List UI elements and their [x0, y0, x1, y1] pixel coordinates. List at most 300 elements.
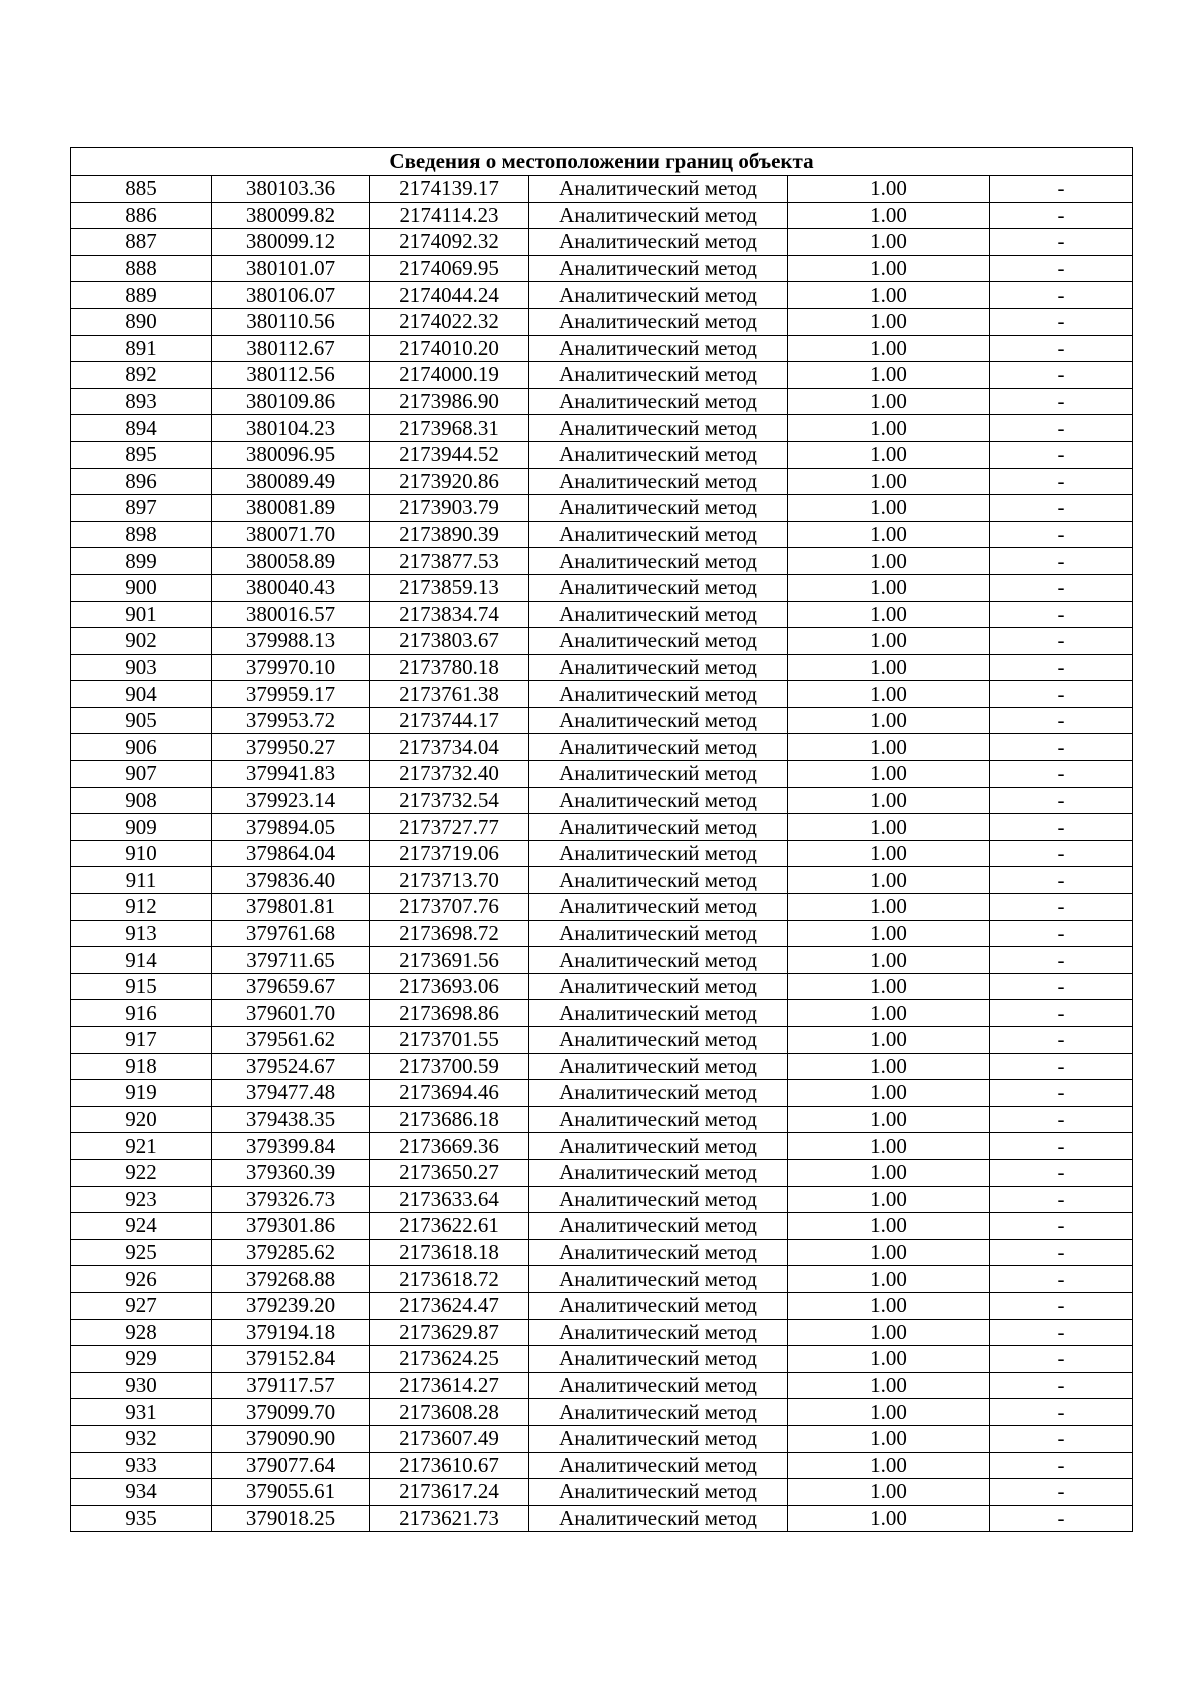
method-cell: Аналитический метод — [529, 1479, 788, 1506]
y-coordinate-cell: 2173633.64 — [370, 1186, 529, 1213]
accuracy-cell: 1.00 — [788, 441, 990, 468]
table-row — [71, 1319, 1133, 1346]
y-coordinate-cell: 2173621.73 — [370, 1505, 529, 1532]
table-row — [71, 229, 1133, 256]
description-cell: - — [990, 601, 1133, 628]
accuracy-cell: 1.00 — [788, 1372, 990, 1399]
description-cell: - — [990, 1266, 1133, 1293]
accuracy-cell: 1.00 — [788, 947, 990, 974]
description-cell: - — [990, 308, 1133, 335]
table-row — [71, 1000, 1133, 1027]
accuracy-cell: 1.00 — [788, 415, 990, 442]
point-number-cell: 915 — [71, 973, 212, 1000]
table-title: Сведения о местоположении границ объекта — [71, 148, 1133, 176]
point-number-cell: 918 — [71, 1053, 212, 1080]
table-row — [71, 1186, 1133, 1213]
table-row — [71, 1425, 1133, 1452]
description-cell: - — [990, 282, 1133, 309]
accuracy-cell: 1.00 — [788, 761, 990, 788]
x-coordinate-cell: 379399.84 — [212, 1133, 370, 1160]
table-row — [71, 521, 1133, 548]
accuracy-cell: 1.00 — [788, 1053, 990, 1080]
accuracy-cell: 1.00 — [788, 601, 990, 628]
accuracy-cell: 1.00 — [788, 1186, 990, 1213]
method-cell: Аналитический метод — [529, 1000, 788, 1027]
x-coordinate-cell: 380096.95 — [212, 441, 370, 468]
accuracy-cell: 1.00 — [788, 1319, 990, 1346]
y-coordinate-cell: 2173650.27 — [370, 1159, 529, 1186]
x-coordinate-cell: 380106.07 — [212, 282, 370, 309]
x-coordinate-cell: 379923.14 — [212, 787, 370, 814]
method-cell: Аналитический метод — [529, 1505, 788, 1532]
point-number-cell: 896 — [71, 468, 212, 495]
table-row — [71, 1479, 1133, 1506]
point-number-cell: 911 — [71, 867, 212, 894]
description-cell: - — [990, 761, 1133, 788]
accuracy-cell: 1.00 — [788, 894, 990, 921]
description-cell: - — [990, 495, 1133, 522]
table-row — [71, 761, 1133, 788]
x-coordinate-cell: 380016.57 — [212, 601, 370, 628]
table-row — [71, 1505, 1133, 1532]
accuracy-cell: 1.00 — [788, 707, 990, 734]
method-cell: Аналитический метод — [529, 1159, 788, 1186]
x-coordinate-cell: 380101.07 — [212, 255, 370, 282]
point-number-cell: 895 — [71, 441, 212, 468]
accuracy-cell: 1.00 — [788, 468, 990, 495]
y-coordinate-cell: 2173693.06 — [370, 973, 529, 1000]
table-row — [71, 681, 1133, 708]
point-number-cell: 935 — [71, 1505, 212, 1532]
method-cell: Аналитический метод — [529, 1292, 788, 1319]
point-number-cell: 932 — [71, 1425, 212, 1452]
point-number-cell: 892 — [71, 362, 212, 389]
x-coordinate-cell: 379438.35 — [212, 1106, 370, 1133]
method-cell: Аналитический метод — [529, 1080, 788, 1107]
method-cell: Аналитический метод — [529, 176, 788, 203]
accuracy-cell: 1.00 — [788, 495, 990, 522]
table-row — [71, 920, 1133, 947]
y-coordinate-cell: 2173701.55 — [370, 1027, 529, 1054]
accuracy-cell: 1.00 — [788, 1133, 990, 1160]
description-cell: - — [990, 1080, 1133, 1107]
accuracy-cell: 1.00 — [788, 1027, 990, 1054]
method-cell: Аналитический метод — [529, 1239, 788, 1266]
description-cell: - — [990, 1053, 1133, 1080]
x-coordinate-cell: 379477.48 — [212, 1080, 370, 1107]
point-number-cell: 910 — [71, 840, 212, 867]
x-coordinate-cell: 379864.04 — [212, 840, 370, 867]
table-row — [71, 1452, 1133, 1479]
y-coordinate-cell: 2173607.49 — [370, 1425, 529, 1452]
method-cell: Аналитический метод — [529, 1319, 788, 1346]
point-number-cell: 934 — [71, 1479, 212, 1506]
description-cell: - — [990, 1239, 1133, 1266]
x-coordinate-cell: 380081.89 — [212, 495, 370, 522]
method-cell: Аналитический метод — [529, 1027, 788, 1054]
accuracy-cell: 1.00 — [788, 1239, 990, 1266]
method-cell: Аналитический метод — [529, 1346, 788, 1373]
accuracy-cell: 1.00 — [788, 654, 990, 681]
y-coordinate-cell: 2173944.52 — [370, 441, 529, 468]
table-row — [71, 1106, 1133, 1133]
description-cell: - — [990, 840, 1133, 867]
x-coordinate-cell: 379950.27 — [212, 734, 370, 761]
point-number-cell: 898 — [71, 521, 212, 548]
description-cell: - — [990, 415, 1133, 442]
accuracy-cell: 1.00 — [788, 840, 990, 867]
point-number-cell: 897 — [71, 495, 212, 522]
accuracy-cell: 1.00 — [788, 734, 990, 761]
table-row — [71, 973, 1133, 1000]
method-cell: Аналитический метод — [529, 1053, 788, 1080]
y-coordinate-cell: 2173732.54 — [370, 787, 529, 814]
x-coordinate-cell: 379801.81 — [212, 894, 370, 921]
description-cell: - — [990, 920, 1133, 947]
y-coordinate-cell: 2174010.20 — [370, 335, 529, 362]
description-cell: - — [990, 681, 1133, 708]
table-row — [71, 1213, 1133, 1240]
y-coordinate-cell: 2173859.13 — [370, 574, 529, 601]
accuracy-cell: 1.00 — [788, 176, 990, 203]
point-number-cell: 903 — [71, 654, 212, 681]
table-row — [71, 176, 1133, 203]
table-row — [71, 840, 1133, 867]
accuracy-cell: 1.00 — [788, 1266, 990, 1293]
description-cell: - — [990, 1399, 1133, 1426]
description-cell: - — [990, 787, 1133, 814]
x-coordinate-cell: 379761.68 — [212, 920, 370, 947]
method-cell: Аналитический метод — [529, 707, 788, 734]
point-number-cell: 924 — [71, 1213, 212, 1240]
x-coordinate-cell: 379077.64 — [212, 1452, 370, 1479]
description-cell: - — [990, 947, 1133, 974]
point-number-cell: 899 — [71, 548, 212, 575]
table-row — [71, 1027, 1133, 1054]
accuracy-cell: 1.00 — [788, 308, 990, 335]
description-cell: - — [990, 229, 1133, 256]
point-number-cell: 926 — [71, 1266, 212, 1293]
y-coordinate-cell: 2173744.17 — [370, 707, 529, 734]
table-row — [71, 388, 1133, 415]
x-coordinate-cell: 379090.90 — [212, 1425, 370, 1452]
point-number-cell: 909 — [71, 814, 212, 841]
table-row — [71, 1399, 1133, 1426]
y-coordinate-cell: 2173629.87 — [370, 1319, 529, 1346]
method-cell: Аналитический метод — [529, 761, 788, 788]
description-cell: - — [990, 628, 1133, 655]
y-coordinate-cell: 2174044.24 — [370, 282, 529, 309]
point-number-cell: 930 — [71, 1372, 212, 1399]
x-coordinate-cell: 379894.05 — [212, 814, 370, 841]
point-number-cell: 929 — [71, 1346, 212, 1373]
table-row — [71, 255, 1133, 282]
description-cell: - — [990, 521, 1133, 548]
x-coordinate-cell: 380109.86 — [212, 388, 370, 415]
point-number-cell: 923 — [71, 1186, 212, 1213]
point-number-cell: 908 — [71, 787, 212, 814]
description-cell: - — [990, 1159, 1133, 1186]
y-coordinate-cell: 2173700.59 — [370, 1053, 529, 1080]
accuracy-cell: 1.00 — [788, 920, 990, 947]
y-coordinate-cell: 2173691.56 — [370, 947, 529, 974]
description-cell: - — [990, 1000, 1133, 1027]
point-number-cell: 933 — [71, 1452, 212, 1479]
method-cell: Аналитический метод — [529, 495, 788, 522]
x-coordinate-cell: 380112.67 — [212, 335, 370, 362]
table-row — [71, 1133, 1133, 1160]
method-cell: Аналитический метод — [529, 1399, 788, 1426]
description-cell: - — [990, 1346, 1133, 1373]
point-number-cell: 913 — [71, 920, 212, 947]
table-row — [71, 415, 1133, 442]
y-coordinate-cell: 2173686.18 — [370, 1106, 529, 1133]
table-row — [71, 947, 1133, 974]
y-coordinate-cell: 2173624.25 — [370, 1346, 529, 1373]
point-number-cell: 906 — [71, 734, 212, 761]
point-number-cell: 919 — [71, 1080, 212, 1107]
y-coordinate-cell: 2173618.18 — [370, 1239, 529, 1266]
description-cell: - — [990, 814, 1133, 841]
point-number-cell: 904 — [71, 681, 212, 708]
y-coordinate-cell: 2174139.17 — [370, 176, 529, 203]
table-row — [71, 441, 1133, 468]
table-row — [71, 495, 1133, 522]
table-row — [71, 628, 1133, 655]
table-row — [71, 1266, 1133, 1293]
accuracy-cell: 1.00 — [788, 787, 990, 814]
method-cell: Аналитический метод — [529, 734, 788, 761]
accuracy-cell: 1.00 — [788, 1106, 990, 1133]
point-number-cell: 885 — [71, 176, 212, 203]
accuracy-cell: 1.00 — [788, 1080, 990, 1107]
x-coordinate-cell: 379959.17 — [212, 681, 370, 708]
x-coordinate-cell: 379836.40 — [212, 867, 370, 894]
description-cell: - — [990, 1372, 1133, 1399]
x-coordinate-cell: 379117.57 — [212, 1372, 370, 1399]
method-cell: Аналитический метод — [529, 1266, 788, 1293]
x-coordinate-cell: 379659.67 — [212, 973, 370, 1000]
accuracy-cell: 1.00 — [788, 202, 990, 229]
accuracy-cell: 1.00 — [788, 255, 990, 282]
table-row — [71, 362, 1133, 389]
accuracy-cell: 1.00 — [788, 1213, 990, 1240]
point-number-cell: 931 — [71, 1399, 212, 1426]
y-coordinate-cell: 2173780.18 — [370, 654, 529, 681]
x-coordinate-cell: 380089.49 — [212, 468, 370, 495]
description-cell: - — [990, 176, 1133, 203]
table-row — [71, 734, 1133, 761]
x-coordinate-cell: 379970.10 — [212, 654, 370, 681]
description-cell: - — [990, 202, 1133, 229]
table-row — [71, 1292, 1133, 1319]
y-coordinate-cell: 2173920.86 — [370, 468, 529, 495]
description-cell: - — [990, 1479, 1133, 1506]
method-cell: Аналитический метод — [529, 574, 788, 601]
x-coordinate-cell: 379018.25 — [212, 1505, 370, 1532]
x-coordinate-cell: 380112.56 — [212, 362, 370, 389]
x-coordinate-cell: 379561.62 — [212, 1027, 370, 1054]
method-cell: Аналитический метод — [529, 1186, 788, 1213]
x-coordinate-cell: 379301.86 — [212, 1213, 370, 1240]
y-coordinate-cell: 2173617.24 — [370, 1479, 529, 1506]
table-row — [71, 814, 1133, 841]
accuracy-cell: 1.00 — [788, 521, 990, 548]
method-cell: Аналитический метод — [529, 867, 788, 894]
method-cell: Аналитический метод — [529, 282, 788, 309]
table-row — [71, 654, 1133, 681]
x-coordinate-cell: 380040.43 — [212, 574, 370, 601]
point-number-cell: 921 — [71, 1133, 212, 1160]
point-number-cell: 920 — [71, 1106, 212, 1133]
description-cell: - — [990, 1292, 1133, 1319]
point-number-cell: 922 — [71, 1159, 212, 1186]
y-coordinate-cell: 2173614.27 — [370, 1372, 529, 1399]
accuracy-cell: 1.00 — [788, 574, 990, 601]
method-cell: Аналитический метод — [529, 441, 788, 468]
accuracy-cell: 1.00 — [788, 814, 990, 841]
description-cell: - — [990, 1452, 1133, 1479]
x-coordinate-cell: 379941.83 — [212, 761, 370, 788]
table-row — [71, 1239, 1133, 1266]
method-cell: Аналитический метод — [529, 1452, 788, 1479]
method-cell: Аналитический метод — [529, 654, 788, 681]
accuracy-cell: 1.00 — [788, 548, 990, 575]
point-number-cell: 907 — [71, 761, 212, 788]
method-cell: Аналитический метод — [529, 814, 788, 841]
y-coordinate-cell: 2174069.95 — [370, 255, 529, 282]
description-cell: - — [990, 388, 1133, 415]
table-row — [71, 1159, 1133, 1186]
y-coordinate-cell: 2173877.53 — [370, 548, 529, 575]
table-row — [71, 335, 1133, 362]
y-coordinate-cell: 2173968.31 — [370, 415, 529, 442]
method-cell: Аналитический метод — [529, 548, 788, 575]
y-coordinate-cell: 2174092.32 — [370, 229, 529, 256]
description-cell: - — [990, 1133, 1133, 1160]
y-coordinate-cell: 2173890.39 — [370, 521, 529, 548]
method-cell: Аналитический метод — [529, 1372, 788, 1399]
method-cell: Аналитический метод — [529, 1106, 788, 1133]
method-cell: Аналитический метод — [529, 202, 788, 229]
boundary-coordinates-table — [70, 147, 1133, 1532]
method-cell: Аналитический метод — [529, 920, 788, 947]
method-cell: Аналитический метод — [529, 388, 788, 415]
y-coordinate-cell: 2174000.19 — [370, 362, 529, 389]
description-cell: - — [990, 362, 1133, 389]
x-coordinate-cell: 379285.62 — [212, 1239, 370, 1266]
method-cell: Аналитический метод — [529, 894, 788, 921]
y-coordinate-cell: 2173618.72 — [370, 1266, 529, 1293]
point-number-cell: 887 — [71, 229, 212, 256]
method-cell: Аналитический метод — [529, 415, 788, 442]
y-coordinate-cell: 2173610.67 — [370, 1452, 529, 1479]
y-coordinate-cell: 2173713.70 — [370, 867, 529, 894]
accuracy-cell: 1.00 — [788, 335, 990, 362]
table-row — [71, 282, 1133, 309]
method-cell: Аналитический метод — [529, 840, 788, 867]
description-cell: - — [990, 1319, 1133, 1346]
y-coordinate-cell: 2173669.36 — [370, 1133, 529, 1160]
accuracy-cell: 1.00 — [788, 1479, 990, 1506]
point-number-cell: 890 — [71, 308, 212, 335]
x-coordinate-cell: 379152.84 — [212, 1346, 370, 1373]
y-coordinate-cell: 2173727.77 — [370, 814, 529, 841]
method-cell: Аналитический метод — [529, 681, 788, 708]
accuracy-cell: 1.00 — [788, 1425, 990, 1452]
y-coordinate-cell: 2173694.46 — [370, 1080, 529, 1107]
table-row — [71, 601, 1133, 628]
y-coordinate-cell: 2173903.79 — [370, 495, 529, 522]
point-number-cell: 900 — [71, 574, 212, 601]
table-row — [71, 867, 1133, 894]
method-cell: Аналитический метод — [529, 335, 788, 362]
point-number-cell: 891 — [71, 335, 212, 362]
x-coordinate-cell: 379055.61 — [212, 1479, 370, 1506]
method-cell: Аналитический метод — [529, 308, 788, 335]
y-coordinate-cell: 2173698.72 — [370, 920, 529, 947]
x-coordinate-cell: 380103.36 — [212, 176, 370, 203]
description-cell: - — [990, 255, 1133, 282]
description-cell: - — [990, 973, 1133, 1000]
y-coordinate-cell: 2173834.74 — [370, 601, 529, 628]
table-row — [71, 707, 1133, 734]
point-number-cell: 916 — [71, 1000, 212, 1027]
x-coordinate-cell: 380110.56 — [212, 308, 370, 335]
point-number-cell: 889 — [71, 282, 212, 309]
accuracy-cell: 1.00 — [788, 973, 990, 1000]
method-cell: Аналитический метод — [529, 1133, 788, 1160]
x-coordinate-cell: 379988.13 — [212, 628, 370, 655]
method-cell: Аналитический метод — [529, 1213, 788, 1240]
table-row — [71, 894, 1133, 921]
y-coordinate-cell: 2173734.04 — [370, 734, 529, 761]
method-cell: Аналитический метод — [529, 1425, 788, 1452]
description-cell: - — [990, 654, 1133, 681]
accuracy-cell: 1.00 — [788, 1159, 990, 1186]
point-number-cell: 905 — [71, 707, 212, 734]
table-row — [71, 1053, 1133, 1080]
x-coordinate-cell: 380058.89 — [212, 548, 370, 575]
description-cell: - — [990, 1213, 1133, 1240]
y-coordinate-cell: 2173608.28 — [370, 1399, 529, 1426]
table-body — [71, 176, 1133, 1532]
accuracy-cell: 1.00 — [788, 1000, 990, 1027]
point-number-cell: 893 — [71, 388, 212, 415]
description-cell: - — [990, 894, 1133, 921]
x-coordinate-cell: 380104.23 — [212, 415, 370, 442]
description-cell: - — [990, 867, 1133, 894]
x-coordinate-cell: 379601.70 — [212, 1000, 370, 1027]
y-coordinate-cell: 2173719.06 — [370, 840, 529, 867]
description-cell: - — [990, 707, 1133, 734]
accuracy-cell: 1.00 — [788, 1505, 990, 1532]
x-coordinate-cell: 379524.67 — [212, 1053, 370, 1080]
accuracy-cell: 1.00 — [788, 1452, 990, 1479]
accuracy-cell: 1.00 — [788, 867, 990, 894]
method-cell: Аналитический метод — [529, 229, 788, 256]
point-number-cell: 902 — [71, 628, 212, 655]
table-row — [71, 574, 1133, 601]
x-coordinate-cell: 379099.70 — [212, 1399, 370, 1426]
table-row — [71, 1080, 1133, 1107]
y-coordinate-cell: 2173732.40 — [370, 761, 529, 788]
table-row — [71, 468, 1133, 495]
table-row — [71, 787, 1133, 814]
accuracy-cell: 1.00 — [788, 681, 990, 708]
x-coordinate-cell: 380071.70 — [212, 521, 370, 548]
table-row — [71, 308, 1133, 335]
